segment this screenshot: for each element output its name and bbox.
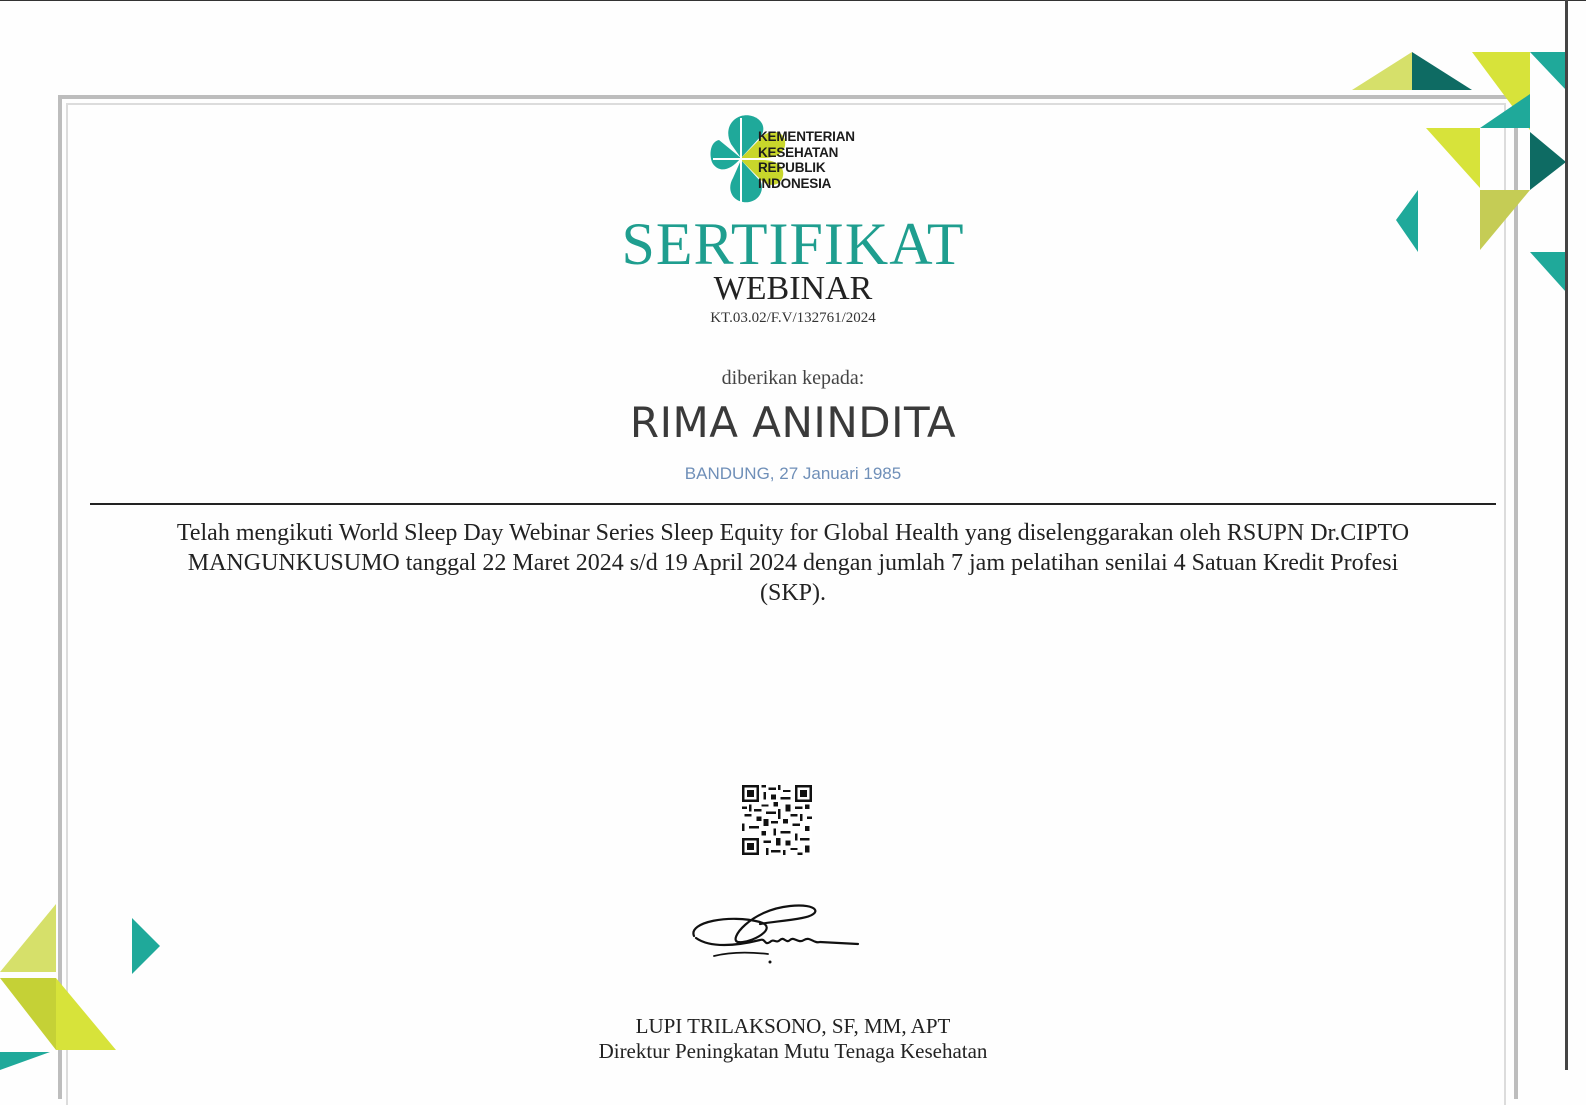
given-to-label: diberikan kepada: [721, 367, 865, 389]
decor-triangle [1412, 52, 1472, 90]
ministry-line: REPUBLIK [758, 160, 826, 175]
certificate-number: KT.03.02/F.V/132761/2024 [710, 310, 876, 326]
signer-name: LUPI TRILAKSONO, SF, MM, APT [635, 1014, 951, 1038]
page-right-edge [1565, 0, 1568, 1070]
certificate-description: Telah mengikuti World Sleep Day Webinar Series Sleep Equity for Global Health yang diselenggarakan oleh RSUPN Dr.CIPTO MANGUNKUSUMO tanggal 22 Maret 2024 s/d 19 April 2024 dengan jumlah 7 jam pelatihan senilai 4 Satuan Kredit Profesi (SKP). [176, 520, 1410, 606]
ministry-line: INDONESIA [758, 175, 832, 191]
recipient-name: RIMA ANINDITA [629, 398, 957, 447]
decor-triangle [1426, 128, 1480, 188]
decor-triangle [1352, 52, 1412, 90]
qr-code-icon [742, 785, 812, 855]
certificate-subtitle: WEBINAR [713, 270, 873, 307]
signer-title: Direktur Peningkatan Mutu Tenaga Kesehatan [598, 1039, 988, 1063]
ministry-name [758, 129, 855, 191]
decor-triangle [1530, 52, 1566, 90]
certificate-title: SERTIFIKAT [621, 211, 965, 277]
recipient-birth: BANDUNG, 27 Januari 1985 [684, 464, 902, 483]
decor-triangle [132, 918, 160, 974]
ministry-line: KESEHATAN [758, 144, 839, 160]
ministry-line: KEMENTERIAN [758, 129, 855, 144]
decor-triangle [1530, 132, 1566, 190]
top-border-line [0, 0, 1586, 1]
divider-line [90, 503, 1496, 505]
signature-icon [690, 900, 870, 972]
decor-triangle [0, 904, 56, 972]
